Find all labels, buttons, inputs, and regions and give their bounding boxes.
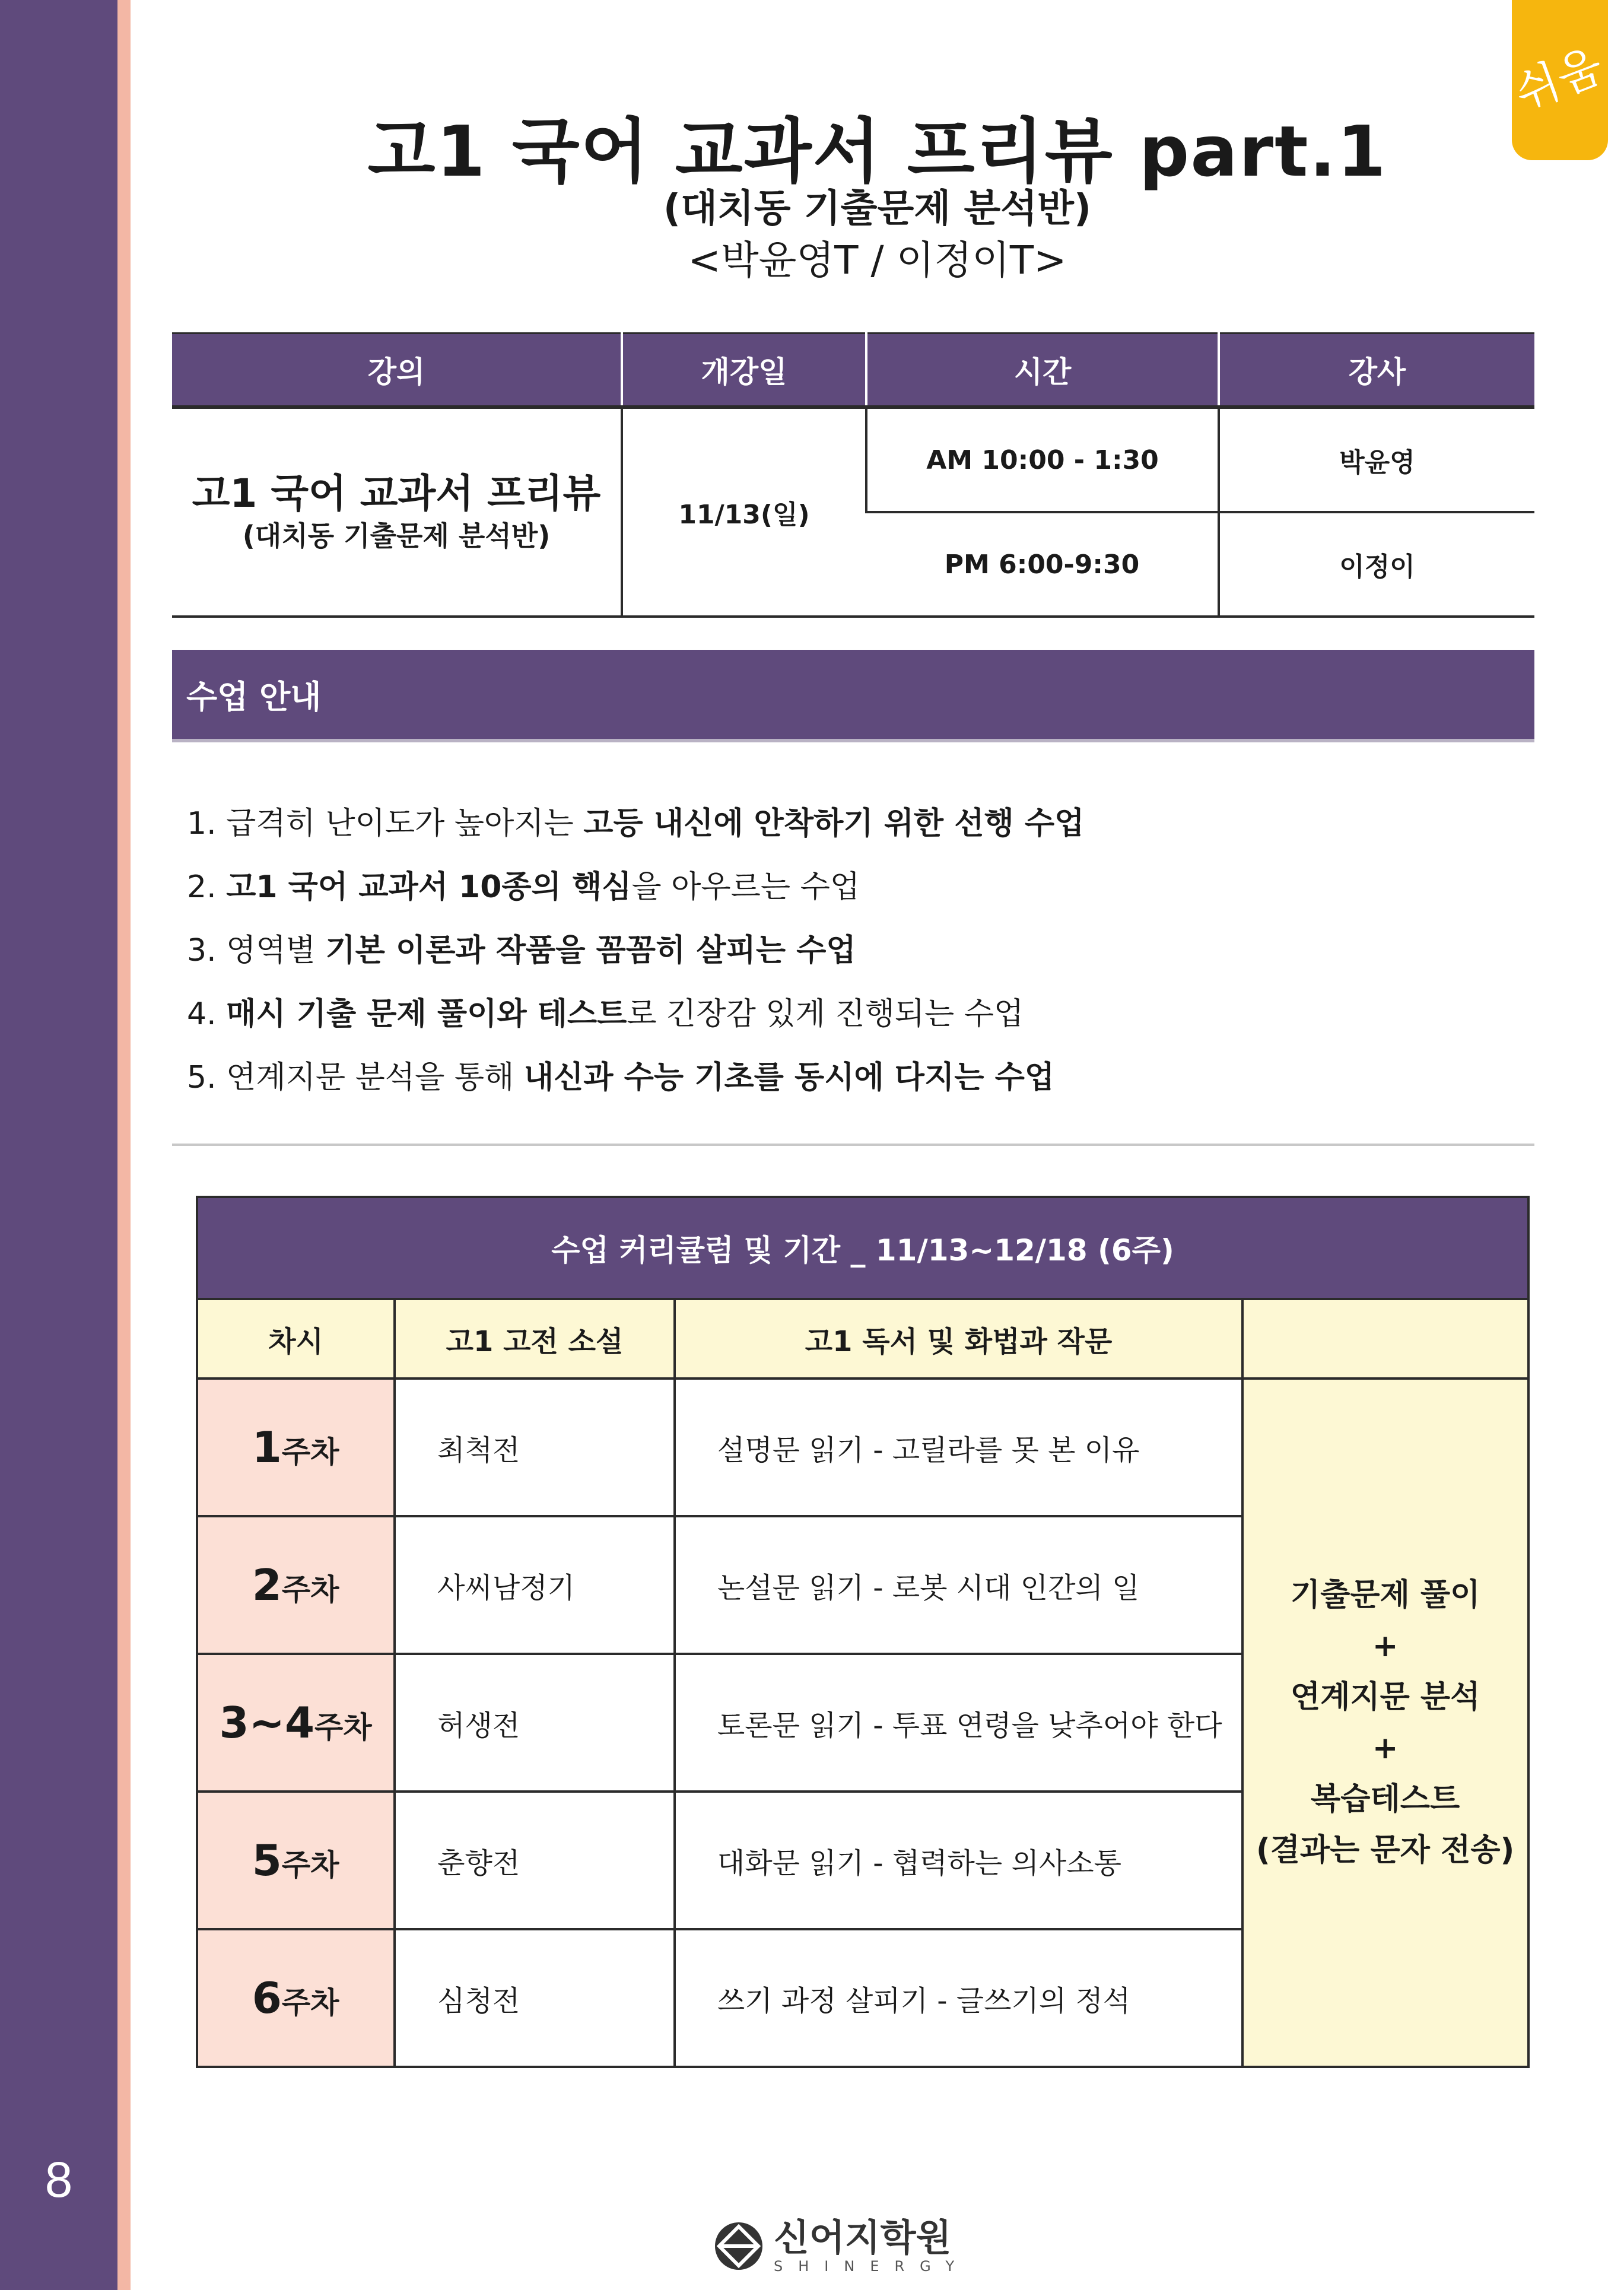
header-lecture: 강의 <box>172 334 622 408</box>
week-unit: 주차 <box>314 1710 372 1745</box>
curriculum-note-cell <box>1242 1379 1527 2066</box>
guide-item <box>187 919 1522 983</box>
guide-item <box>187 1046 1522 1110</box>
week-unit: 주차 <box>281 1435 339 1469</box>
week-unit: 주차 <box>281 1848 339 1882</box>
header-session: 차시 <box>198 1300 395 1379</box>
guide-item-text: 을 아우르는 수업 <box>631 869 860 905</box>
header-reading-writing: 고1 독서 및 화법과 작문 <box>675 1300 1242 1379</box>
info-header-row <box>172 334 1534 408</box>
course-name: 고1 국어 교과서 프리뷰 <box>192 471 601 516</box>
guide-item-highlight: 고1 국어 교과서 10종의 핵심 <box>226 869 632 905</box>
guide-item <box>187 983 1522 1046</box>
class-guide-list <box>187 792 1522 1110</box>
classic-novel-cell: 최척전 <box>395 1379 675 1516</box>
week-cell <box>198 1792 395 1929</box>
course-name-cell <box>172 407 622 617</box>
section-divider <box>172 1144 1534 1146</box>
reading-cell: 토론문 읽기 - 투표 연령을 낮추어야 한다 <box>675 1654 1242 1792</box>
week-number: 1 <box>252 1422 282 1472</box>
page-subtitle: (대치동 기출문제 분석반) <box>663 187 1092 231</box>
header-note-blank <box>1242 1300 1527 1379</box>
session-teacher-1: 박윤영 <box>1219 407 1534 512</box>
curriculum-table <box>198 1300 1527 2066</box>
course-subname: (대치동 기출문제 분석반) <box>242 520 551 552</box>
header-time: 시간 <box>866 334 1219 408</box>
guide-item-highlight: 매시 기출 문제 풀이와 테스트 <box>226 996 627 1032</box>
class-guide-title: 수업 안내 <box>186 678 322 716</box>
guide-item-highlight: 내신과 수능 기초를 동시에 다지는 수업 <box>523 1060 1055 1095</box>
session-time-1: AM 10:00 - 1:30 <box>866 407 1219 512</box>
reading-cell: 쓰기 과정 살피기 - 글쓰기의 정석 <box>675 1929 1242 2066</box>
page-title: 고1 국어 교과서 프리뷰 part.1 <box>367 110 1387 192</box>
week-unit: 주차 <box>281 1573 339 1607</box>
guide-item-number: 4. <box>187 996 227 1032</box>
week-cell <box>198 1654 395 1792</box>
guide-item-text: 연계지문 분석을 통해 <box>226 1060 524 1095</box>
guide-item-text: 급격히 난이도가 높아지는 <box>226 806 584 841</box>
guide-item-text: 로 긴장감 있게 진행되는 수업 <box>627 996 1024 1032</box>
week-number: 6 <box>252 1973 282 2023</box>
curriculum-note-line: 복습테스트 <box>1311 1781 1460 1817</box>
sidebar-stripe <box>117 0 131 2290</box>
week-cell <box>198 1516 395 1654</box>
classic-novel-cell: 심청전 <box>395 1929 675 2066</box>
week-unit: 주차 <box>281 1986 339 2020</box>
curriculum-note-line: + <box>1372 1628 1399 1664</box>
footer-text <box>774 2218 970 2275</box>
reading-cell: 설명문 읽기 - 고릴라를 못 본 이유 <box>675 1379 1242 1516</box>
classic-novel-cell: 춘향전 <box>395 1792 675 1929</box>
classic-novel-cell: 허생전 <box>395 1654 675 1792</box>
guide-item-number: 2. <box>187 869 227 905</box>
week-number: 5 <box>252 1835 282 1885</box>
academy-sub-name: SHINERGY <box>774 2258 970 2275</box>
session-teacher-2: 이정이 <box>1219 512 1534 617</box>
classic-novel-cell: 사씨남정기 <box>395 1516 675 1654</box>
guide-item <box>187 792 1522 856</box>
guide-item-text: 영역별 <box>226 933 326 968</box>
curriculum-note-line: + <box>1372 1730 1399 1766</box>
course-info-table <box>172 332 1534 618</box>
guide-item-number: 1. <box>187 806 227 841</box>
header-start-date: 개강일 <box>622 334 866 408</box>
week-cell <box>198 1929 395 2066</box>
guide-item-number: 5. <box>187 1060 227 1095</box>
curriculum-note-line: (결과는 문자 전송) <box>1256 1832 1515 1868</box>
page-number: 8 <box>45 2152 73 2208</box>
curriculum-note-line: 기출문제 풀이 <box>1290 1577 1480 1613</box>
header-teacher: 강사 <box>1219 334 1534 408</box>
reading-cell: 대화문 읽기 - 협력하는 의사소통 <box>675 1792 1242 1929</box>
header-classic-novel: 고1 고전 소설 <box>395 1300 675 1379</box>
footer-logo <box>712 2213 973 2279</box>
guide-item-highlight: 기본 이론과 작품을 꼼꼼히 살피는 수업 <box>325 933 856 968</box>
class-guide-header <box>172 650 1534 739</box>
teachers-line: <박윤영T / 이정이T> <box>688 237 1067 283</box>
guide-item-highlight: 고등 내신에 안착하기 위한 선행 수업 <box>583 806 1085 841</box>
info-row <box>172 407 1534 512</box>
session-time-2: PM 6:00-9:30 <box>866 512 1219 617</box>
week-cell <box>198 1379 395 1516</box>
left-sidebar <box>0 0 117 2290</box>
start-date-cell: 11/13(일) <box>622 407 866 617</box>
curriculum-row <box>198 1379 1527 1516</box>
academy-emblem-icon <box>712 2219 765 2273</box>
guide-item <box>187 856 1522 919</box>
curriculum-note-line: 연계지문 분석 <box>1290 1679 1480 1715</box>
reading-cell: 논설문 읽기 - 로봇 시대 인간의 일 <box>675 1516 1242 1654</box>
academy-name: 신어지학원 <box>774 2216 952 2259</box>
svg-text:쉬움: 쉬움 <box>1507 39 1610 120</box>
guide-item-number: 3. <box>187 933 227 968</box>
curriculum-header-row <box>198 1300 1527 1379</box>
curriculum-title: 수업 커리큘럼 및 기간 _ 11/13~12/18 (6주) <box>198 1198 1527 1300</box>
week-number: 3~4 <box>219 1698 315 1748</box>
curriculum-box <box>196 1196 1530 2068</box>
week-number: 2 <box>252 1560 282 1610</box>
